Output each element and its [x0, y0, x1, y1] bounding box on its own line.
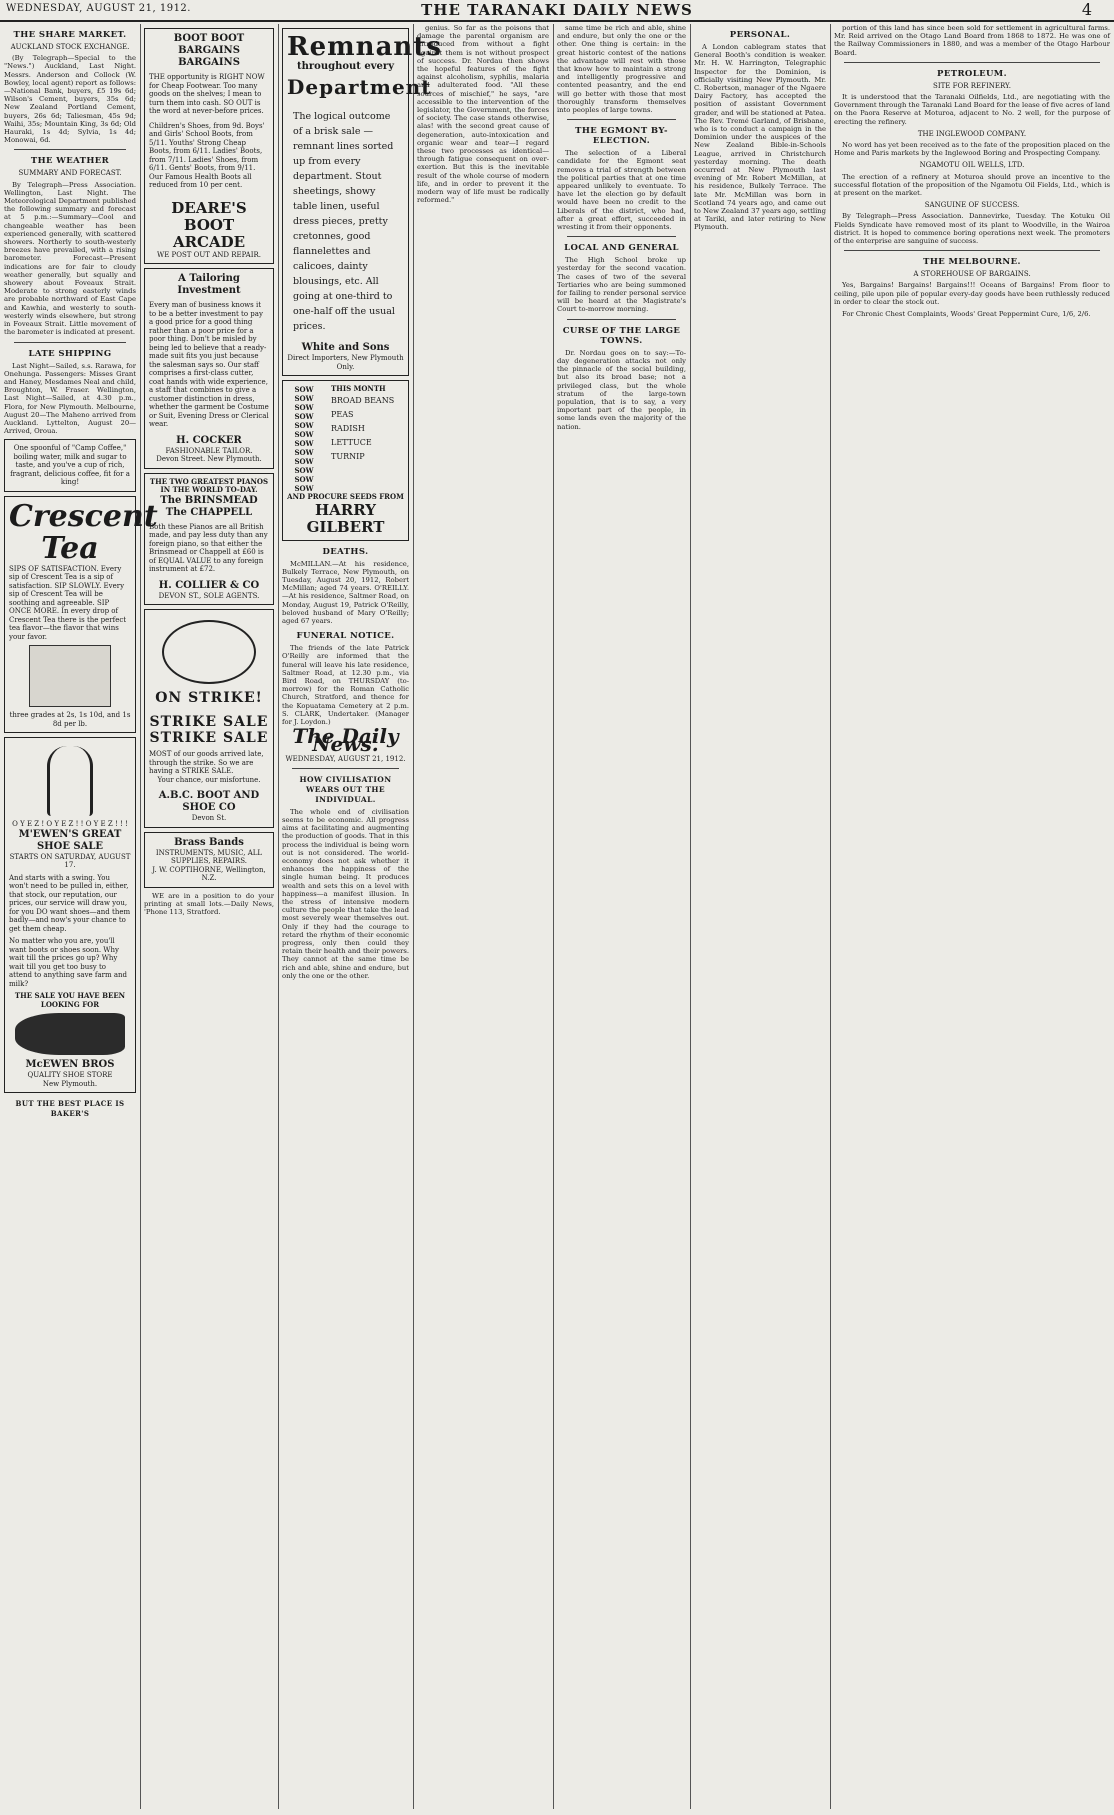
- oyez-text: O Y E Z ! O Y E Z ! ! O Y E Z ! ! !: [12, 820, 128, 829]
- weather-subheading: SUMMARY AND FORECAST.: [18, 169, 122, 178]
- deaths-heading: DEATHS.: [322, 546, 369, 557]
- strike-sale-chance: Your chance, our misfortune.: [157, 775, 261, 784]
- weather-report: By Telegraph—Press Association. Wellington, Last Night. The Meteorological Department published the following summary and forecast at 5 p.m.:—Summary—Cool and changeable weather has been experienced generally, with scattered showers. Northerly to south-westerly breezes have prevailed, with a rising barometer. Forecast—Present indications are for fair to cloudy weather generally, but squally and showery about Foveaux Strait. Moderate to strong easterly winds are probable northward of East Cape and Kawhia, and westerly to south-westerly winds elsewhere, but strong in Foveaux Strait. Little movement of the barometer is indicated at present.: [4, 180, 136, 337]
- on-strike-text: ON STRIKE!: [155, 690, 263, 706]
- procure-seeds-text: AND PROCURE SEEDS FROM: [287, 492, 404, 501]
- mcewens-sale-ad: [4, 737, 136, 1093]
- column-rule: [553, 24, 554, 1809]
- crescent-tea-logo: Crescent Tea: [9, 498, 158, 566]
- nordau-article-continued: genius. So far as the poisons that damage the parental organism are introduced from without a fight against them is not without prospect of success. Dr. Nordau then shows the hopeful features of the fight against alcoholism, syphilis, malaria and adulterated food. "All these sources of mischief," he says, "are accessible to the intervention of the legislator, the Government, the forces of society. The case stands otherwise, alas! with the second great cause of degeneration, auto-intoxication and organic wear and tear—I regard these two processes as identical—through fatigue consequent on over-exertion. But this is the inevitable result of the whole course of modern life, and in order to prevent it the modern way of life must be radically reformed.": [417, 24, 549, 205]
- tailoring-title: A Tailoring Investment: [177, 273, 241, 296]
- weather-heading: THE WEATHER: [30, 156, 110, 167]
- column-6: [694, 24, 826, 1809]
- page-number: 4: [1081, 0, 1092, 19]
- ngamotu-heading: NGAMOTU OIL WELLS, LTD.: [919, 161, 1025, 170]
- egmont-heading: THE EGMONT BY-ELECTION.: [575, 126, 668, 147]
- civilisation-editorial: The whole end of civilisation seems to be economic. All progress aims at facilitating and augmenting the production of goods. That in this process the individual is being worn out is not considered. The world-economy does not ask whether it enhances the happiness of the single human being. It produces wealth and sets this on a level with happiness—a manifest illusion. In the stress of intensive modern culture the people that take the lead most severely wear themselves out. Only if they had the courage to retard the rhythm of their economic progress, only then could they retain their health and their powers. They cannot at the same time be rich and able, shine and endure, but only the one or the other.: [282, 807, 409, 980]
- sanguine-heading: SANGUINE OF SUCCESS.: [924, 201, 1020, 210]
- shipping-report: Last Night—Sailed, s.s. Rarawa, for Onehunga. Passengers: Misses Grant and Haney, Mesdames Neal and child, Broughton, W. Fraser. Wellington, Last Night—Sailed, at 4.30 p.m., Flora, for New Plymouth. Melbourne, August 20—The Maheno arrived from Auckland. Lyttelton, August 20—Arrived, Oroua.: [4, 361, 136, 436]
- printing-notice: WE are in a position to do your printing at small lots.—Daily News, 'Phone 113, Stratford.: [144, 891, 274, 916]
- abc-address: Devon St.: [191, 814, 227, 822]
- sow-column: SOW SOW SOW SOW SOW SOW SOW SOW SOW SOW SOW SOW: [294, 385, 314, 493]
- column-3: [282, 24, 442, 1809]
- mcewen-bros-tagline: QUALITY SHOE STORE: [27, 1071, 113, 1080]
- strike-sale-copy: MOST of our goods arrived late, through the strike. So we are having a STRIKE SALE.: [149, 750, 264, 775]
- drum-icon: [162, 620, 256, 684]
- white-sons-tagline: Direct Importers, New Plymouth Only.: [287, 354, 404, 371]
- deares-tagline: WE POST OUT AND REPAIR.: [157, 250, 261, 259]
- seed-item: LETTUCE: [331, 437, 372, 447]
- department-title: Department: [287, 75, 432, 99]
- crescent-tea-copy: SIPS OF SATISFACTION. Every sip of Crescent Tea is a sip of satisfaction. SIP SLOWLY. Every sip of Crescent Tea will be soothing and agreeable. SIP ONCE MORE. In every drop of Crescent Tea there is the perfect tea flavor—the flavor that wins your favor.: [9, 564, 127, 641]
- column-1: [4, 24, 158, 1809]
- boot-bargains-copy: THE opportunity is RIGHT NOW for Cheap Footwear. Too many goods on the shelves; I mean to turn them into cash. SO OUT is the word at never-before prices.: [149, 73, 265, 115]
- seeds-list: [325, 385, 404, 493]
- deares-name: DEARE'S BOOT ARCADE: [171, 198, 247, 251]
- remnants-copy: The logical outcome of a brisk sale — remnant lines sorted up from every department. Stout sheetings, showy table linen, useful dress pieces, pretty cretonnes, good flannelettes and calicoes, dainty blousings, etc. All going at one-third to one-half off the usual prices.: [293, 111, 395, 332]
- share-market-report: (By Telegraph—Special to the "News.") Auckland, Last Night. Messrs. Anderson and Collock (W. Bowley, local agent) report as follows:—National Bank, buyers, £5 19s 6d; Wilson's Cement, buyers, 35s 6d; New Zealand Portland Cement, buyers, 26s 6d; Taliesman, 45s 9d; Waihi, 35s; Mountain King, 3s 6d; Old Hauraki, 1s 4d; Sylvia, 1s 4d; Monowai, 6d.: [4, 54, 136, 145]
- inglewood-article: No word has yet been received as to the fate of the proposition placed on the Home and Paris markets by the Inglewood Boring and Prospecting Company.: [834, 141, 1110, 158]
- masthead: [0, 0, 1114, 22]
- refinery-site-article: It is understood that the Taranaki Oilfields, Ltd., are negotiating with the Government through the Taranaki Land Board for the lease of five acres of land on the Paora Reserve at Moturoa, adjacent to No. 2 well, for the purpose of erecting the refinery.: [834, 93, 1110, 126]
- sale-looking-for: THE SALE YOU HAVE BEEN LOOKING FOR: [14, 991, 126, 1009]
- pianos-copy: Both these Pianos are all British made, and pay less duty than any foreign piano, so that either the Brinsmead or Chappell at £60 is of EQUAL VALUE to any foreign instrument at £72.: [149, 522, 268, 573]
- refinery-site-subheading: SITE FOR REFINERY.: [933, 81, 1011, 90]
- camp-coffee-text: One spoonful of "Camp Coffee," boiling water, milk and sugar to taste, and you've a cup of rich, fragrant, delicious coffee, fit for a king!: [10, 444, 130, 487]
- mcewen-bros-town: New Plymouth.: [42, 1079, 98, 1088]
- mcewens-sale-copy: And starts with a swing. You won't need to be pulled in, either, that stock, our reputation, our prices, our service will draw you, for you DO want shoes—and them badly—and now's your chance to get them cheap.: [9, 873, 131, 933]
- harry-gilbert-name: HARRY GILBERT: [306, 500, 385, 536]
- curse-large-towns-article: Dr. Nordau goes on to say:—To-day degeneration attacks not only the pinnacle of the social building, but also its broad base; not a privileged class, but the whole stratum of the large-town population, that is to say, a very important part of the people, in some lands even the majority of the nation.: [557, 348, 686, 431]
- issue-date: WEDNESDAY, AUGUST 21, 1912.: [6, 3, 191, 14]
- mcewens-sale-start: STARTS ON SATURDAY, AUGUST 17.: [9, 852, 131, 870]
- brinsmead-name: The BRINSMEAD: [160, 494, 258, 506]
- harry-gilbert-seeds-ad: [282, 380, 409, 541]
- editorial-continued: same time be rich and able, shine and endure, but only the one or the other. One thing is certain: in the great historic contest of the nations the advantage will rest with those that know how to maintain a strong and intelligently progressive and contented peasantry, and the end will go better with those that most thoroughly transform themselves into peoples of large towns.: [557, 24, 686, 115]
- local-general-heading: LOCAL AND GENERAL: [564, 243, 679, 254]
- coptihorne-name: J. W. COPTIHORNE, Wellington, N.Z.: [152, 865, 266, 882]
- seed-item: RADISH: [331, 423, 365, 433]
- abc-name: A.B.C. BOOT AND SHOE CO: [158, 790, 260, 813]
- crescent-tea-ad: [4, 496, 158, 734]
- town-crier-icon: [47, 746, 93, 816]
- tailoring-copy: Every man of business knows it to be a better investment to pay a good price for a good thing rather than a poor price for a poor thing. Don't be misled by being led to believe that a ready-made suit fits you just because the salesman says so. Our staff comprises a first-class cutter, coat hands with wide experience, a staff that combines to give a customer distinction in dress, whether the garment be Costume or Suit, Evening Dress or Clerical wear.: [149, 301, 269, 428]
- cocker-address: Devon Street. New Plymouth.: [156, 455, 262, 463]
- column-rule: [413, 24, 414, 1809]
- seed-item: PEAS: [331, 409, 354, 419]
- remnants-title: Remnants: [287, 32, 442, 62]
- boot-price-list: Children's Shoes, from 9d. Boys' and Girls' School Boots, from 5/11. Youths' Strong Cheap Boots, from 6/11. Ladies' Boots, from 7/11. Ladies' Shoes, from 6/11. Gents' Boots, from 9/11. Our Famous Health Boots all reduced from 10 per cent.: [149, 121, 265, 189]
- column-rule: [278, 24, 279, 1809]
- deaths-notices: McMILLAN.—At his residence, Bulkely Terrace, New Plymouth, on Tuesday, August 20, 1912, Robert McMillan; aged 74 years. O'REILLY.—At his residence, Saltmer Road, on Monday, August 19, Patrick O'Reilly, beloved husband of Mary O'Reilly; aged 67 years.: [282, 559, 409, 625]
- seed-item: TURNIP: [331, 451, 365, 461]
- melbourne-ad-copy: Yes, Bargains! Bargains! Bargains!!! Oceans of Bargains! From floor to ceiling, pile upon pile of popular every-day goods have been ruthlessly reduced in order to clear the stock out.: [834, 281, 1110, 306]
- melbourne-subheading: A STOREHOUSE OF BARGAINS.: [913, 270, 1031, 279]
- mcewens-sale-title: M'EWEN'S GREAT SHOE SALE: [18, 828, 122, 852]
- shipping-heading: LATE SHIPPING: [28, 348, 112, 359]
- abc-strike-sale-ad: [144, 609, 274, 828]
- white-sons-name: White and Sons: [301, 342, 390, 353]
- camp-coffee-ad: [4, 439, 136, 492]
- sanguine-article: By Telegraph—Press Association. Dannevirke, Tuesday. The Kotuku Oil Fields Syndicate have removed most of its plant to Woodville, in the Wairoa district. It is hoped to commence boring operations next week. The promoters of the enterprise are sanguine of success.: [834, 212, 1110, 246]
- collier-pianos-ad: [144, 473, 274, 606]
- column-rule: [140, 24, 141, 1809]
- tea-packet-icon: [29, 645, 111, 707]
- daily-news-nameplate: The Daily News.: [292, 724, 399, 757]
- civilisation-heading: HOW CIVILISATION WEARS OUT THE INDIVIDUAL.: [299, 774, 392, 804]
- boot-bargains-ad: [144, 28, 274, 264]
- stock-exchange-subheading: AUCKLAND STOCK EXCHANGE.: [10, 43, 130, 51]
- collier-tagline: DEVON ST., SOLE AGENTS.: [158, 591, 260, 600]
- column-2: [144, 24, 274, 1809]
- throughout-text: throughout every: [296, 61, 395, 72]
- cocker-tagline: FASHIONABLE TAILOR.: [165, 446, 253, 455]
- reid-obituary-continued: portion of this land has since been sold for settlement in agricultural farms. Mr. Reid arrived on the Otago Land Board from 1868 to 1872. He was one of the Railway Commissioners in 1880, and was a member of the Otago Harbour Board.: [834, 24, 1110, 57]
- share-market-heading: THE SHARE MARKET.: [13, 30, 127, 40]
- column-4: [417, 24, 549, 1809]
- curse-large-towns-heading: CURSE OF THE LARGE TOWNS.: [562, 325, 681, 346]
- newspaper-title: THE TARANAKI DAILY NEWS: [421, 1, 693, 19]
- egmont-article: The selection of a Liberal candidate for the Egmont seat removes a trial of strength between the political parties that at one time appeared unlikely to eventuate. To have let the election go by default would have been no credit to the Liberals of the district, who had, after a great effort, succeeded in wresting it from their opponents.: [557, 149, 686, 232]
- shoe-icon: [15, 1013, 125, 1055]
- brass-bands-subtitle: INSTRUMENTS, MUSIC, ALL SUPPLIES, REPAIRS.: [155, 848, 263, 865]
- mcewen-bros-name: McEWEN BROS: [25, 1059, 115, 1071]
- collier-name: H. COLLIER & CO: [158, 579, 260, 591]
- melbourne-heading: THE MELBOURNE.: [923, 257, 1021, 268]
- strike-sale-title: STRIKE SALE STRIKE SALE: [149, 714, 269, 746]
- mcewens-sale-copy-2: No matter who you are, you'll want boots or shoes soon. Why wait till the prices go up? Why wait till you get too busy to attend to anything save farm and milk?: [9, 937, 128, 988]
- column-7: [834, 24, 1110, 1809]
- white-sons-remnants-ad: [282, 28, 442, 376]
- crescent-tea-prices: three grades at 2s, 1s 10d, and 1s 8d per lb.: [9, 711, 131, 728]
- funeral-notice: The friends of the late Patrick O'Reilly are informed that the funeral will leave his late residence, Saltmer Road, at 12.30 p.m., via Bird Road, on THURSDAY (to-morrow) for the Roman Catholic Church, Stratford, and thence for the Kopuatama Cemetery at 2 p.m. S. CLARK, Undertaker. (Manager for J. Loydon.): [282, 644, 409, 726]
- column-rule: [690, 24, 691, 1809]
- pianos-heading: THE TWO GREATEST PIANOS IN THE WORLD TO-DAY.: [149, 476, 269, 494]
- column-rule: [830, 24, 831, 1809]
- brass-bands-title: Brass Bands: [174, 836, 244, 848]
- brass-bands-ad: [144, 832, 274, 888]
- bakers-footer: BUT THE BEST PLACE IS BAKER'S: [15, 1099, 125, 1119]
- editorial-date: WEDNESDAY, AUGUST 21, 1912.: [285, 754, 406, 763]
- column-5: [557, 24, 686, 1809]
- chappell-name: The CHAPPELL: [165, 506, 253, 518]
- boot-bargains-title: BOOT BOOT BARGAINS BARGAINS: [173, 33, 245, 68]
- personal-column: A London cablegram states that General Booth's condition is weaker. Mr. H. W. Harrington, Telegraphic Inspector for the Dominion, is officially visiting New Plymouth. Mr. C. Robertson, manager of the Ngaere Dairy Factory, has accepted the position of assistant Government grader, and will be stationed at Patea. The Rev. Tremé Garland, of Brisbane, who is to conduct a campaign in the Dominion under the auspices of the New Zealand Bible-in-Schools League, arrived in Christchurch yesterday morning. The death occurred at New Plymouth last evening of Mr. Robert McMillan, at his residence, Bulkely Terrace. The late Mr. McMillan was born in Scotland 74 years ago, and came out to New Zealand 37 years ago, settling at Tariki, and later retiring to New Plymouth.: [694, 43, 826, 232]
- personal-heading: PERSONAL.: [729, 30, 791, 40]
- inglewood-heading: THE INGLEWOOD COMPANY.: [917, 129, 1027, 138]
- cocker-tailor-ad: [144, 268, 274, 469]
- seed-item: BROAD BEANS: [331, 395, 395, 405]
- cocker-name: H. COCKER: [176, 434, 242, 446]
- local-general-article: The High School broke up yesterday for the second vacation. The cases of two of the several Tertiaries who are being summoned for failing to render personal service will be heard at the Magistrate's Court to-morrow morning.: [557, 256, 686, 314]
- ngamotu-article: The erection of a refinery at Moturoa should prove an incentive to the successful flotation of the proposition of the Ngamotu Oil Fields, Ltd., which is at present on the market.: [834, 172, 1110, 198]
- funeral-notice-heading: FUNERAL NOTICE.: [296, 631, 395, 642]
- this-month-label: THIS MONTH: [331, 384, 386, 393]
- peppermint-cure-notice: For Chronic Chest Complaints, Woods' Great Peppermint Cure, 1/6, 2/6.: [842, 310, 1091, 319]
- petroleum-heading: PETROLEUM.: [937, 68, 1007, 79]
